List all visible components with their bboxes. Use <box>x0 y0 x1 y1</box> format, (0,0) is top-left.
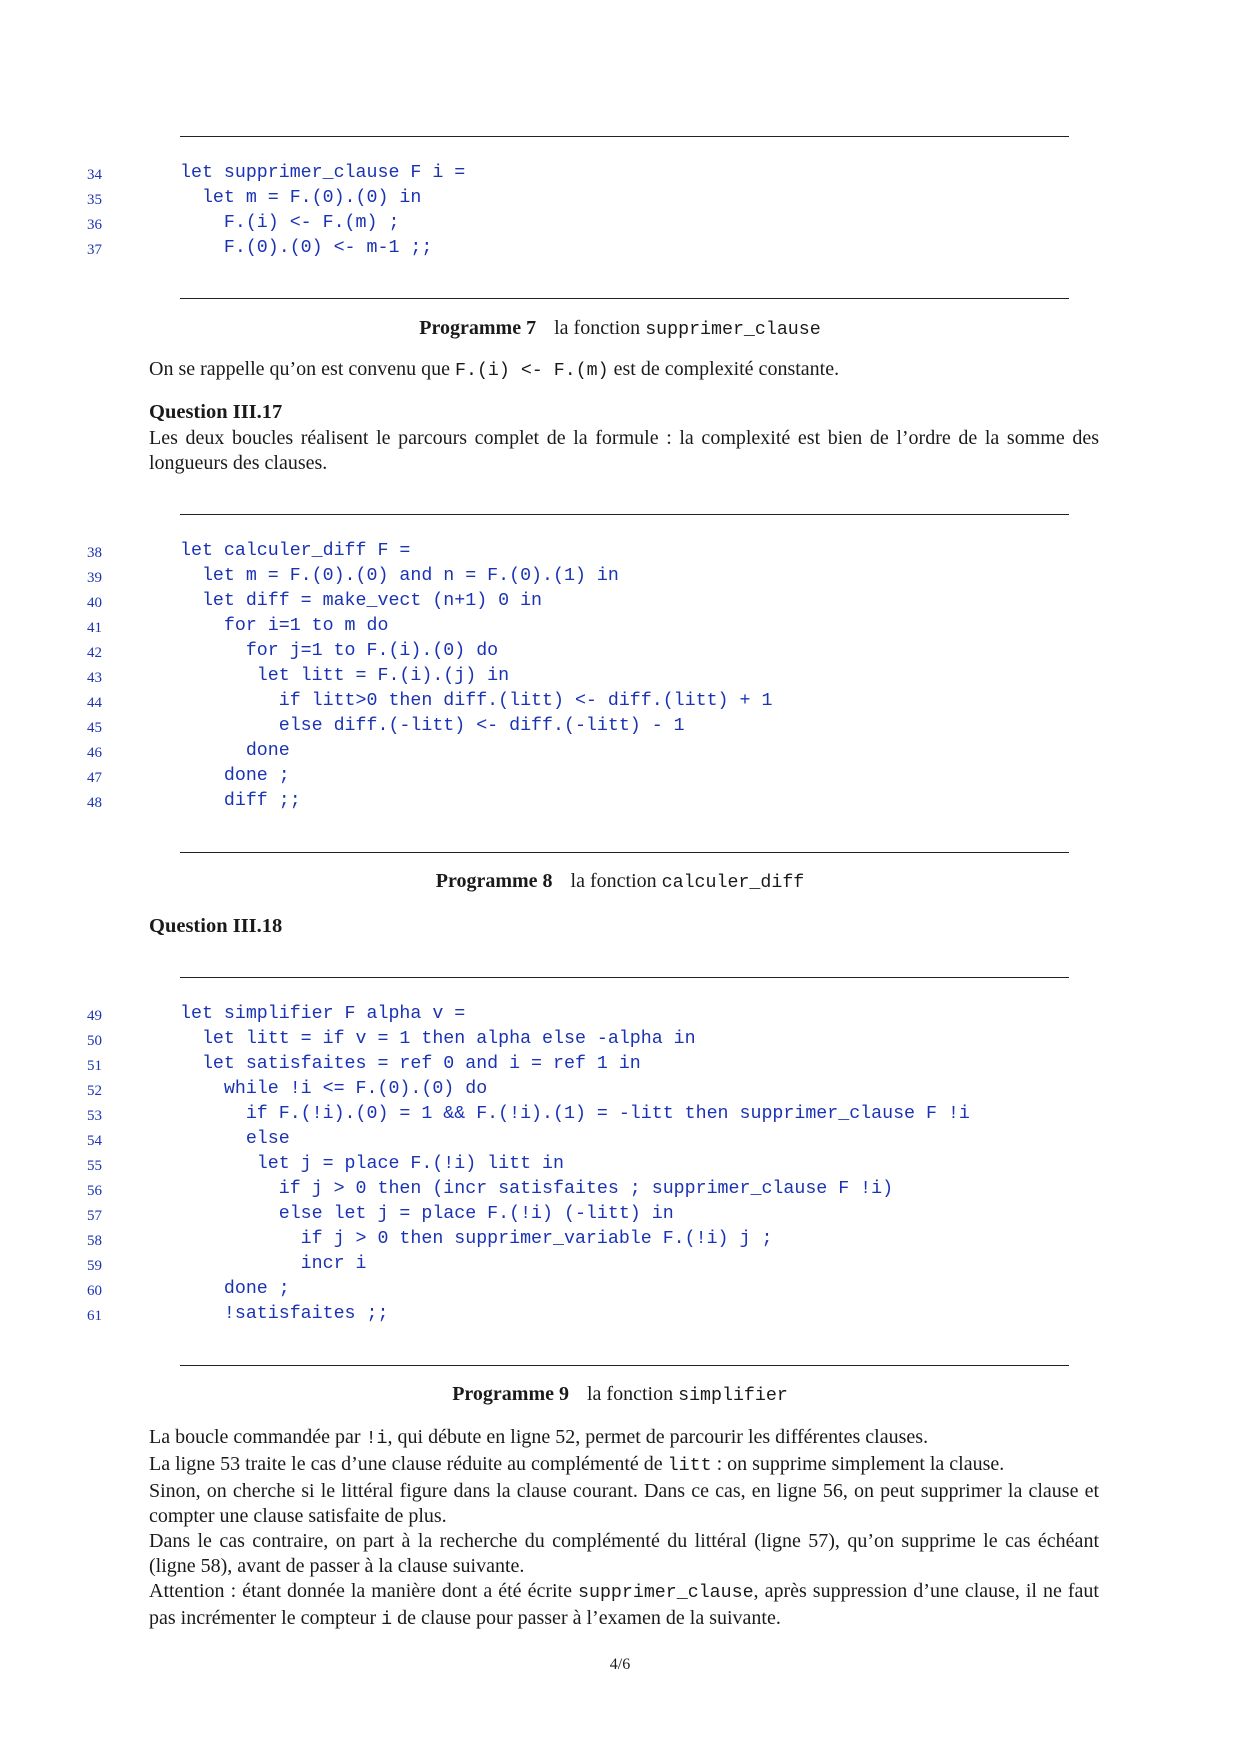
code-line <box>0 591 1240 616</box>
code-text: if litt>0 then diff.(litt) <- diff.(litt) + 1 <box>180 691 773 711</box>
line-number: 56 <box>87 1183 102 1199</box>
code-text: let simplifier F alpha v = <box>180 1004 466 1024</box>
explanation-p1-code: !i <box>365 1429 388 1449</box>
code-line <box>0 1004 1240 1029</box>
explanation-p2-after: : on supprime simplement la clause. <box>711 1453 1005 1475</box>
line-number: 35 <box>87 192 102 208</box>
explanation-p5-code: supprimer_clause <box>578 1583 754 1603</box>
line-number: 40 <box>87 595 102 611</box>
line-number: 47 <box>87 770 102 786</box>
code-text: if F.(!i).(0) = 1 && F.(!i).(1) = -litt then supprimer_clause F !i <box>180 1104 970 1124</box>
code-line <box>0 238 1240 263</box>
line-number: 52 <box>87 1083 102 1099</box>
line-number: 49 <box>87 1008 102 1024</box>
code-text: incr i <box>180 1254 367 1274</box>
code-line <box>0 1154 1240 1179</box>
question-18-title: Question III.18 <box>149 915 283 937</box>
code-text: while !i <= F.(0).(0) do <box>180 1079 488 1099</box>
program9-caption <box>0 1383 1240 1406</box>
code-line <box>0 716 1240 741</box>
explanation-p5-before: Attention : étant donnée la manière dont a été écrite <box>149 1580 579 1602</box>
code-line <box>0 791 1240 816</box>
code-line <box>0 766 1240 791</box>
code-text: else diff.(-litt) <- diff.(-litt) - 1 <box>180 716 685 736</box>
code-line <box>0 1079 1240 1104</box>
program8-caption-code: calculer_diff <box>661 873 805 893</box>
line-number: 57 <box>87 1208 102 1224</box>
line-number: 43 <box>87 670 102 686</box>
code-line <box>0 1254 1240 1279</box>
question-17-title: Question III.17 <box>149 401 283 423</box>
code-line <box>0 1229 1240 1254</box>
line-number: 59 <box>87 1258 102 1274</box>
explanation-p1-before: La boucle commandée par <box>149 1426 366 1448</box>
code-line <box>0 541 1240 566</box>
line-number: 60 <box>87 1283 102 1299</box>
line-number: 55 <box>87 1158 102 1174</box>
explanation-p5-code2: i <box>381 1610 393 1630</box>
line-number: 45 <box>87 720 102 736</box>
line-number: 54 <box>87 1133 102 1149</box>
code-line <box>0 691 1240 716</box>
line-number: 50 <box>87 1033 102 1049</box>
code-text: F.(i) <- F.(m) ; <box>180 213 400 233</box>
code-text: let supprimer_clause F i = <box>180 163 466 183</box>
explanation-paragraph-4: Dans le cas contraire, on part à la recherche du complémenté du littéral (ligne 57), qu’on supprime le cas échéant (ligne 58), avant de passer à la clause suivante. <box>149 1530 1099 1577</box>
code-line <box>0 616 1240 641</box>
program9-bottom-rule <box>180 1365 1069 1366</box>
program7-caption <box>0 317 1240 340</box>
program8-caption <box>0 870 1240 893</box>
explanation-p2-before: La ligne 53 traite le cas d’une clause réduite au complémenté de <box>149 1453 668 1475</box>
line-number: 42 <box>87 645 102 661</box>
code-text: done ; <box>180 1279 290 1299</box>
program8-code-listing <box>0 541 1240 816</box>
code-text: let m = F.(0).(0) and n = F.(0).(1) in <box>180 566 619 586</box>
note7-code: F.(i) <- F.(m) <box>455 361 609 381</box>
note7-paragraph <box>149 357 1099 384</box>
program7-code-listing <box>0 163 1240 263</box>
program7-caption-code: supprimer_clause <box>645 320 821 340</box>
line-number: 44 <box>87 695 102 711</box>
code-line <box>0 666 1240 691</box>
explanation-paragraph-5 <box>149 1579 1099 1633</box>
explanation-p1-after: , qui débute en ligne 52, permet de parcourir les différentes clauses. <box>387 1426 929 1448</box>
line-number: 38 <box>87 545 102 561</box>
code-text: let litt = if v = 1 then alpha else -alpha in <box>180 1029 696 1049</box>
explanation-paragraph-3: Sinon, on cherche si le littéral figure dans la clause courant. Dans ce cas, en ligne 56, on peut supprimer la clause et compter une clause satisfaite de plus. <box>149 1480 1099 1527</box>
code-line <box>0 1304 1240 1329</box>
program7-caption-label: Programme 7 <box>419 317 537 339</box>
program9-caption-code: simplifier <box>678 1386 788 1406</box>
code-text: diff ;; <box>180 791 301 811</box>
code-text: else let j = place F.(!i) (-litt) in <box>180 1204 674 1224</box>
line-number: 41 <box>87 620 102 636</box>
program8-top-rule <box>180 514 1069 515</box>
code-text: let m = F.(0).(0) in <box>180 188 422 208</box>
code-text: done <box>180 741 290 761</box>
program9-caption-label: Programme 9 <box>452 1383 569 1405</box>
code-line <box>0 163 1240 188</box>
code-text: let litt = F.(i).(j) in <box>180 666 510 686</box>
code-text: for i=1 to m do <box>180 616 389 636</box>
line-number: 36 <box>87 217 102 233</box>
line-number: 46 <box>87 745 102 761</box>
code-line <box>0 566 1240 591</box>
explanation-p5-after: de clause pour passer à l’examen de la suivante. <box>392 1607 781 1629</box>
program9-caption-text: la fonction <box>587 1383 674 1405</box>
code-line <box>0 1204 1240 1229</box>
code-text: let satisfaites = ref 0 and i = ref 1 in <box>180 1054 641 1074</box>
code-text: let calculer_diff F = <box>180 541 411 561</box>
code-line <box>0 213 1240 238</box>
note7-text-before: On se rappelle qu’on est convenu que <box>149 358 456 380</box>
code-text: if j > 0 then (incr satisfaites ; supprimer_clause F !i) <box>180 1179 894 1199</box>
program9-code-listing <box>0 1004 1240 1329</box>
line-number: 51 <box>87 1058 102 1074</box>
code-line <box>0 1104 1240 1129</box>
code-line <box>0 741 1240 766</box>
explanation-p5-mid: , après suppression d’une clause, il ne faut pas incrémenter le compteur <box>149 1580 1099 1629</box>
code-text: for j=1 to F.(i).(0) do <box>180 641 499 661</box>
code-text: if j > 0 then supprimer_variable F.(!i) j ; <box>180 1229 773 1249</box>
code-line <box>0 1179 1240 1204</box>
program7-bottom-rule <box>180 298 1069 299</box>
code-text: F.(0).(0) <- m-1 ;; <box>180 238 433 258</box>
program7-top-rule <box>180 136 1069 137</box>
line-number: 37 <box>87 242 102 258</box>
line-number: 53 <box>87 1108 102 1124</box>
line-number: 34 <box>87 167 102 183</box>
line-number: 39 <box>87 570 102 586</box>
code-text: let diff = make_vect (n+1) 0 in <box>180 591 543 611</box>
program8-bottom-rule <box>180 852 1069 853</box>
code-line <box>0 1279 1240 1304</box>
code-line <box>0 1029 1240 1054</box>
question-17-text: Les deux boucles réalisent le parcours complet de la formule : la complexité est bien de l’ordre de la somme des longueurs des clauses. <box>149 427 1099 474</box>
code-text: else <box>180 1129 290 1149</box>
program8-caption-label: Programme 8 <box>435 870 553 892</box>
code-line <box>0 1129 1240 1154</box>
code-line <box>0 641 1240 666</box>
explanation-block <box>149 1425 1099 1633</box>
line-number: 58 <box>87 1233 102 1249</box>
program8-caption-text: la fonction <box>570 870 657 892</box>
code-line <box>0 1054 1240 1079</box>
explanation-paragraph-2 <box>149 1452 1099 1479</box>
program7-caption-text: la fonction <box>554 317 641 339</box>
line-number: 61 <box>87 1308 102 1324</box>
code-text: !satisfaites ;; <box>180 1304 389 1324</box>
code-text: done ; <box>180 766 290 786</box>
explanation-paragraph-1 <box>149 1425 1099 1452</box>
program9-top-rule <box>180 977 1069 978</box>
page-number: 4/6 <box>609 1656 631 1673</box>
code-text: let j = place F.(!i) litt in <box>180 1154 564 1174</box>
explanation-p2-code: litt <box>667 1456 712 1476</box>
line-number: 48 <box>87 795 102 811</box>
note7-text-after: est de complexité constante. <box>608 358 840 380</box>
code-line <box>0 188 1240 213</box>
